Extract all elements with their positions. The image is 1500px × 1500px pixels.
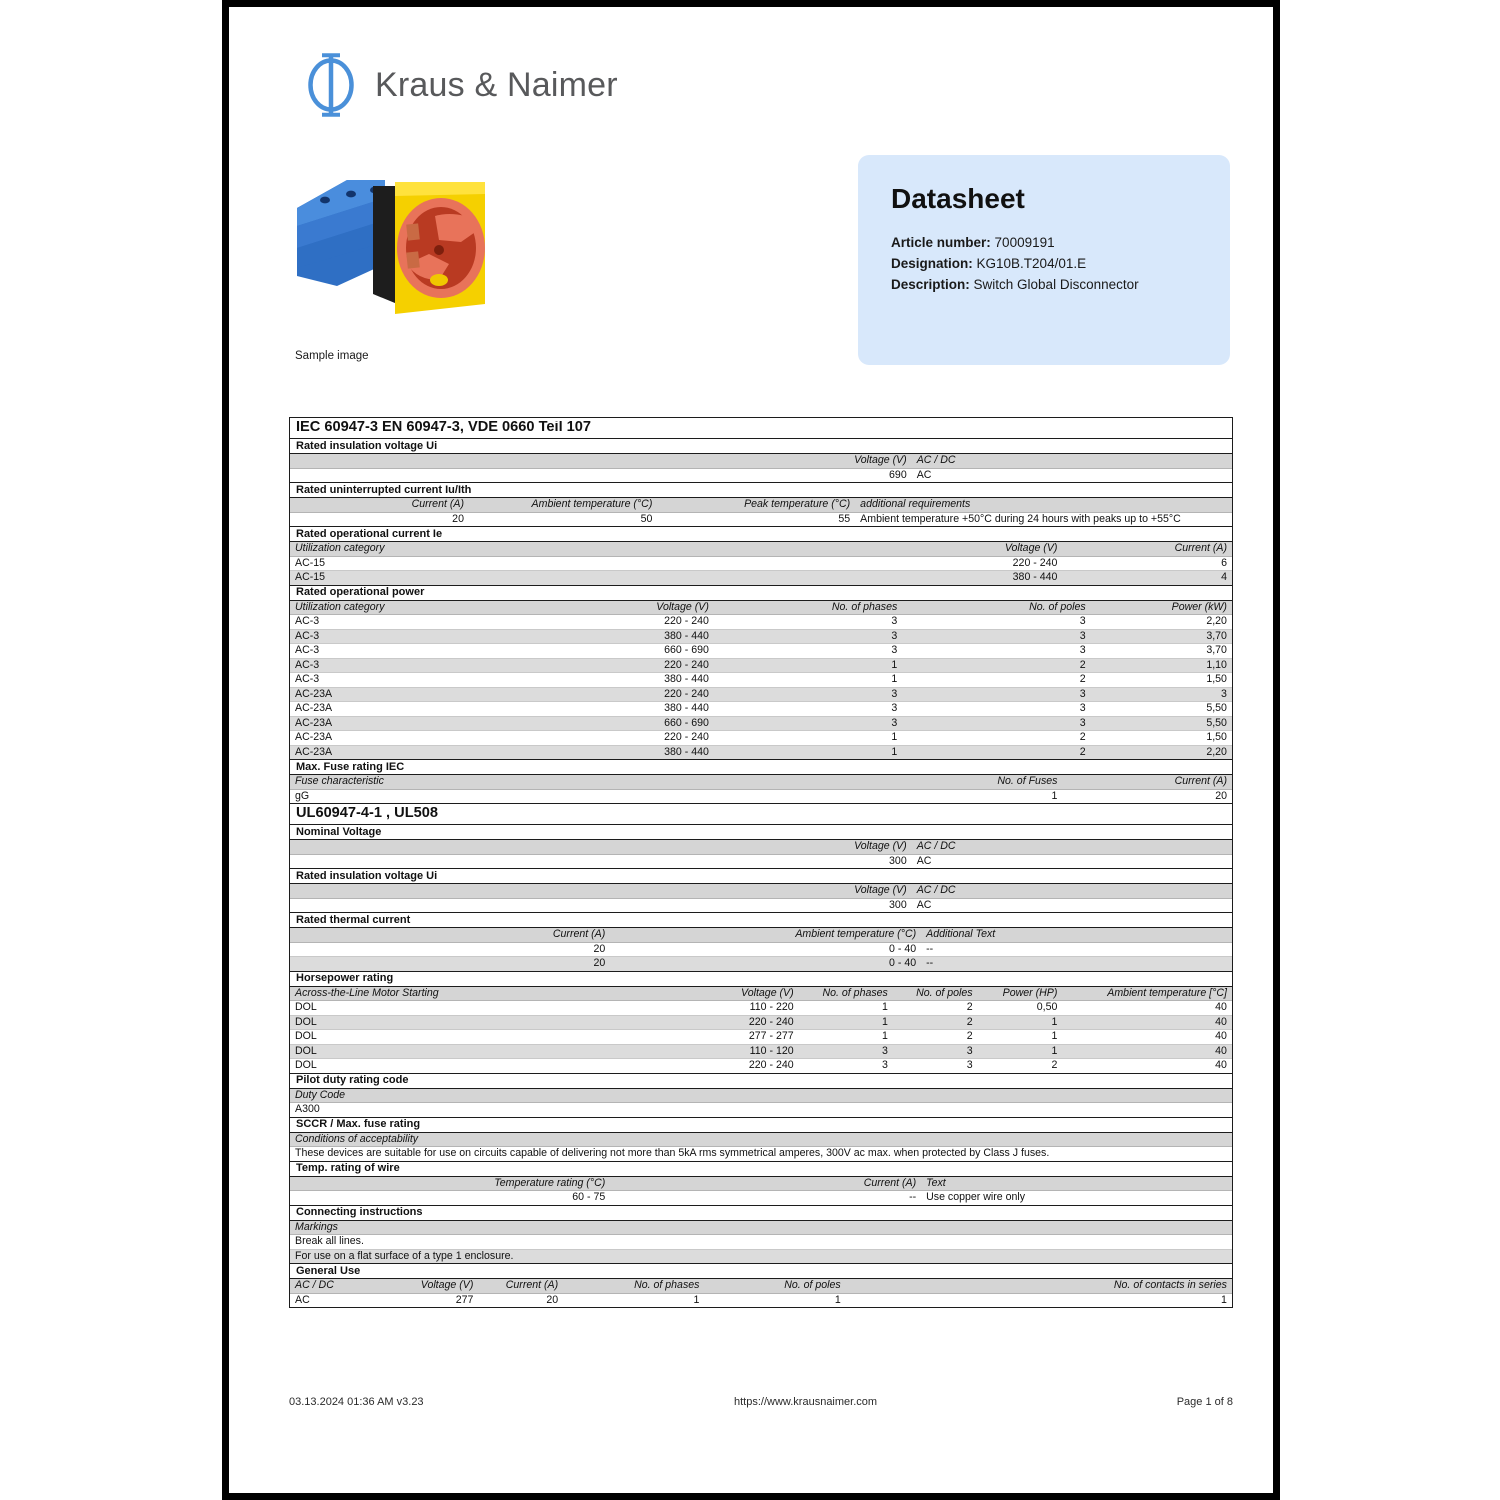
subsection-ul-general-use: General Use [290,1264,1232,1279]
table-row: DOL 220 - 240 1 2 1 40 [290,1016,1232,1031]
table-row: AC 277 20 1 1 1 [290,1294,1232,1309]
description-label: Description: [891,277,970,292]
table-row: 300 AC [290,899,1232,914]
table-row: These devices are suitable for use on circuits capable of delivering not more than 5kA rms symmetrical amperes, 300V ac max. when protected by Class J fuses. [290,1147,1232,1162]
article-number-label: Article number: [891,235,991,250]
column-header-row: Conditions of acceptability [290,1133,1232,1148]
table-row: AC-3 220 - 240 3 3 2,20 [290,615,1232,630]
column-header-row: Voltage (V) AC / DC [290,840,1232,855]
article-number-row [891,232,1139,253]
table-row: AC-3 380 - 440 1 2 1,50 [290,673,1232,688]
column-header-row: Current (A) Ambient temperature (°C) Peak temperature (°C) additional requirements [290,498,1232,513]
column-header-row: Temperature rating (°C) Current (A) Text [290,1177,1232,1192]
column-header-row: Utilization category Voltage (V) Current (A) [290,542,1232,557]
designation-label: Designation: [891,256,973,271]
table-row: AC-23A 220 - 240 1 2 1,50 [290,731,1232,746]
table-row: For use on a flat surface of a type 1 enclosure. [290,1250,1232,1265]
column-header-row: Across-the-Line Motor Starting Voltage (V) No. of phases No. of poles Power (HP) Ambient temperature [°C] [290,987,1232,1002]
description-row [891,274,1139,295]
page-title: Datasheet [891,183,1025,214]
table-row: AC-3 380 - 440 3 3 3,70 [290,630,1232,645]
table-row: 20 0 - 40 -- [290,957,1232,972]
subsection-ul-connecting: Connecting instructions [290,1206,1232,1221]
footer-url[interactable]: https://www.krausnaimer.com [734,1396,878,1408]
table-row: 60 - 75 -- Use copper wire only [290,1191,1232,1206]
subsection-iec-operational-power: Rated operational power [290,586,1232,601]
table-row: AC-23A 660 - 690 3 3 5,50 [290,717,1232,732]
table-row: DOL 110 - 120 3 3 1 40 [290,1045,1232,1060]
table-row: A300 [290,1103,1232,1118]
page-footer [289,1396,1233,1416]
designation-row [891,253,1139,274]
column-header-row: Voltage (V) AC / DC [290,884,1232,899]
column-header-row: Utilization category Voltage (V) No. of phases No. of poles Power (kW) [290,601,1232,616]
table-row: AC-23A 380 - 440 3 3 5,50 [290,702,1232,717]
table-row: AC-3 220 - 240 1 2 1,10 [290,659,1232,674]
description-value: Switch Global Disconnector [973,277,1139,292]
subsection-ul-horsepower: Horsepower rating [290,972,1232,987]
product-image [289,168,509,328]
table-row: AC-23A 220 - 240 3 3 3 [290,688,1232,703]
table-row: AC-15 220 - 240 6 [290,557,1232,572]
table-row: AC-3 660 - 690 3 3 3,70 [290,644,1232,659]
rotary-switch-illustration [289,168,509,328]
table-row: gG 1 20 [290,790,1232,805]
table-row: Break all lines. [290,1235,1232,1250]
subsection-iec-uninterrupted: Rated uninterrupted current Iu/Ith [290,483,1232,498]
footer-timestamp: 03.13.2024 01:36 AM v3.23 [289,1396,424,1408]
table-row: DOL 110 - 220 1 2 0,50 40 [290,1001,1232,1016]
subsection-ul-nominal-voltage: Nominal Voltage [290,825,1232,840]
datasheet-summary-card [858,155,1230,365]
table-row: 300 AC [290,855,1232,870]
specifications-table [289,417,1233,1308]
table-row: 20 0 - 40 -- [290,943,1232,958]
column-header-row: Markings [290,1221,1232,1236]
subsection-ul-insulation: Rated insulation voltage Ui [290,869,1232,884]
table-row: AC-23A 380 - 440 1 2 2,20 [290,746,1232,761]
column-header-row: Fuse characteristic No. of Fuses Current (A) [290,775,1232,790]
subsection-ul-wire-temp: Temp. rating of wire [290,1162,1232,1177]
table-row: DOL 277 - 277 1 2 1 40 [290,1030,1232,1045]
datasheet-meta [891,232,1139,295]
column-header-row: AC / DC Voltage (V) Current (A) No. of phases No. of poles No. of contacts in series [290,1279,1232,1294]
article-number-value: 70009191 [994,235,1055,250]
brand-name: Kraus & Naimer [375,65,618,104]
table-row: AC-15 380 - 440 4 [290,571,1232,586]
subsection-ul-sccr: SCCR / Max. fuse rating [290,1118,1232,1133]
section-heading-ul: UL60947-4-1 , UL508 [290,804,1232,825]
subsection-iec-fuse: Max. Fuse rating IEC [290,760,1232,775]
phi-logo-icon [303,52,359,118]
document-page [222,0,1280,1500]
brand-header [303,52,618,118]
subsection-ul-pilot-duty: Pilot duty rating code [290,1074,1232,1089]
section-heading-iec: IEC 60947-3 EN 60947-3, VDE 0660 Teil 107 [290,418,1232,439]
column-header-row: Duty Code [290,1089,1232,1104]
terminal-block [297,180,385,286]
subsection-iec-operational-current: Rated operational current Ie [290,527,1232,542]
subsection-ul-thermal-current: Rated thermal current [290,913,1232,928]
subsection-iec-insulation: Rated insulation voltage Ui [290,439,1232,454]
column-header-row: Voltage (V) AC / DC [290,454,1232,469]
table-row: 20 50 55 Ambient temperature +50°C during 24 hours with peaks up to +55°C [290,513,1232,528]
table-row: DOL 220 - 240 3 3 2 40 [290,1059,1232,1074]
footer-page-number: Page 1 of 8 [1176,1396,1233,1408]
image-caption: Sample image [295,350,369,362]
designation-value: KG10B.T204/01.E [976,256,1087,271]
column-header-row: Current (A) Ambient temperature (°C) Additional Text [290,928,1232,943]
table-row: 690 AC [290,469,1232,484]
